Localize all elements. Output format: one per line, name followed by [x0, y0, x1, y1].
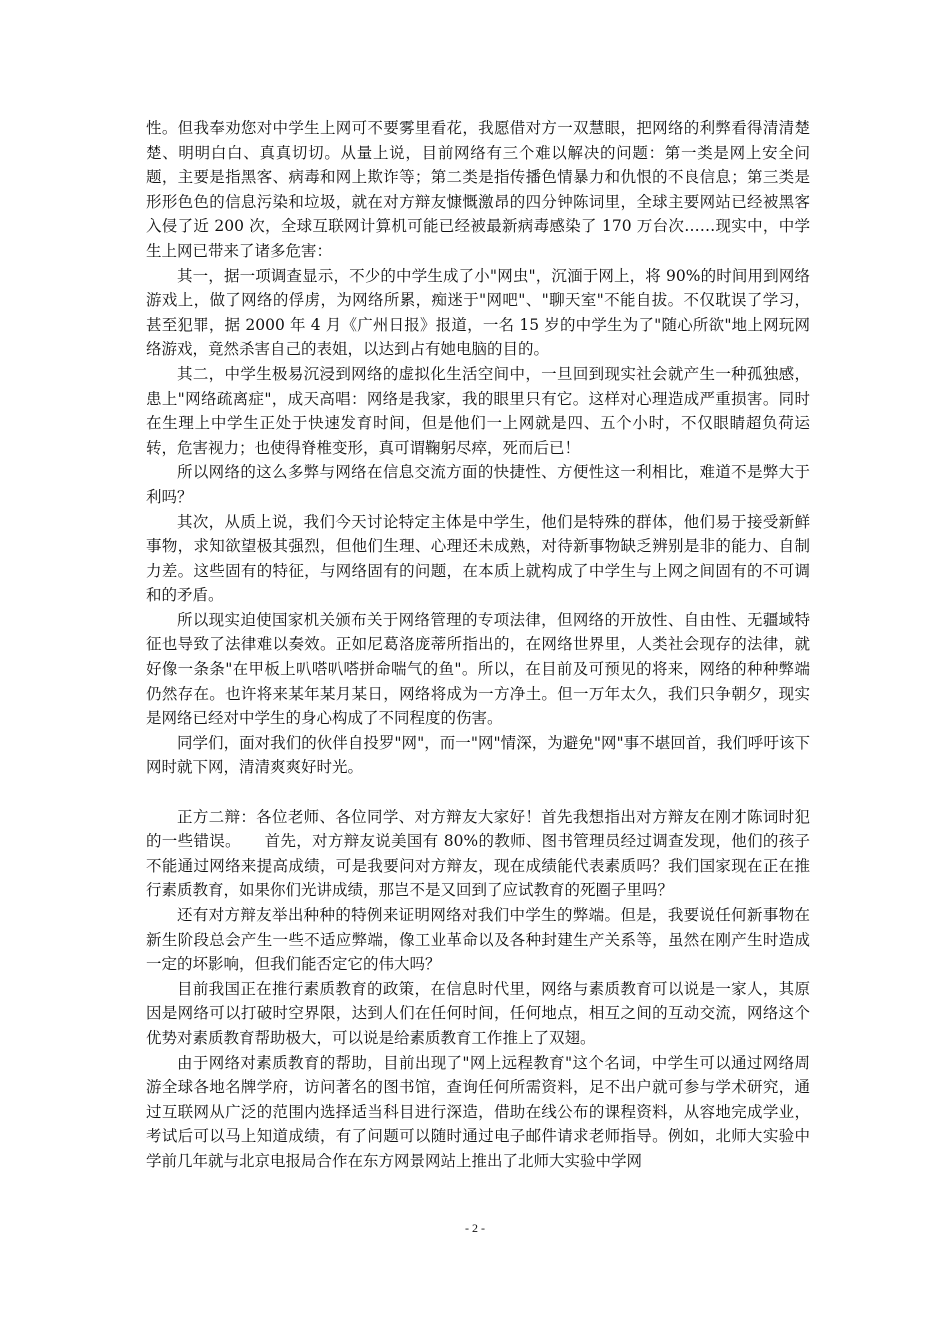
- body-text: [146, 116, 810, 1174]
- paragraph-second-debater: 正方二辩：各位老师、各位同学、对方辩友大家好！首先我想指出对方辩友在刚才陈词时犯的一些错误。 首先，对方辩友说美国有 80%的教师、图书管理员经过调查发现，他们的孩子不能通过网络来提高成绩，可是我要问对方辩友，现在成绩能代表素质吗？我们国家现在正在推行素质教育，如果你们光讲成绩，那岂不是又回到了应试教育的死圈子里吗？: [146, 807, 810, 900]
- page-number: - 2 -: [465, 1221, 485, 1235]
- paragraph-law: 所以现实迫使国家机关颁布关于网络管理的专项法律，但网络的开放性、自由性、无疆域特征也导致了法律难以奏效。正如尼葛洛庞蒂所指出的，在网络世界里，人类社会现存的法律，就好像一条条"在甲板上叭嗒叭嗒拼命喘气的鱼"。所以，在目前及可预见的将来，网络的种种弊端仍然存在。也许将来某年某月某日，网络将成为一方净土。但一万年太久，我们只争朝夕，现实是网络已经对中学生的身心构成了不同程度的伤害。: [146, 610, 810, 728]
- paragraph-quality-education: 目前我国正在推行素质教育的政策，在信息时代里，网络与素质教育可以说是一家人，其原因是网络可以打破时空界限，达到人们在任何时间，任何地点，相互之间的互动交流，网络这个优势对素质教育帮助极大，可以说是给素质教育工作推上了双翅。: [146, 979, 810, 1047]
- paragraph-appeal: 同学们，面对我们的伙伴自投罗"网"，而一"网"情深，为避免"网"事不堪回首，我们呼吁该下网时就下网，清清爽爽好时光。: [146, 733, 810, 777]
- paragraph-conclusion-quantity: 所以网络的这么多弊与网络在信息交流方面的快捷性、方便性这一利相比，难道不是弊大于利吗？: [146, 463, 810, 506]
- paragraph-new-things: 还有对方辩友举出种种的特例来证明网络对我们中学生的弊端。但是，我要说任何新事物在新生阶段总会产生一些不适应弊端，像工业革命以及各种封建生产关系等，虽然在刚产生时造成一定的坏影响，但我们能否定它的伟大吗？: [146, 906, 810, 974]
- paragraph-continued: 性。但我奉劝您对中学生上网可不要雾里看花，我愿借对方一双慧眼，把网络的利弊看得清清楚楚、明明白白、真真切切。从量上说，目前网络有三个难以解决的问题：第一类是网上安全问题，主要是指黑客、病毒和网上欺诈等；第二类是指传播色情暴力和仇恨的不良信息；第三类是形形色色的信息污染和垃圾，就在对方辩友慷慨激昂的四分钟陈词里，全球主要网站已经被黑客入侵了近 200 次，全球互联网计算机可能已经被最新病毒感染了 170 万台次……现实中，中学生上网已带来了诸多危害：: [146, 119, 810, 260]
- paragraph-remote-education: 由于网络对素质教育的帮助，目前出现了"网上远程教育"这个名词，中学生可以通过网络周游全球各地名牌学府，访问著名的图书馆，查询任何所需资料，足不出户就可参与学术研究，通过互联网从广泛的范围内选择适当科目进行深造，借助在线公布的课程资料，从容地完成学业，考试后可以马上知道成绩，有了问题可以随时通过电子邮件请求老师指导。例如，北师大实验中学前几年就与北京电报局合作在东方网景网站上推出了北师大实验中学网: [146, 1053, 810, 1170]
- section-gap: [146, 780, 810, 805]
- paragraph-point-one: 其一，据一项调查显示，不少的中学生成了小"网虫"，沉湎于网上，将 90%的时间用到网络游戏上，做了网络的俘虏，为网络所累，痴迷于"网吧"、"聊天室"不能自拔。不仅耽误了学习，甚至犯罪，据 2000 年 4 月《广州日报》报道，一名 15 岁的中学生为了"随心所欲"地上网玩网络游戏，竟然杀害自己的表姐，以达到占有她电脑的目的。: [146, 266, 810, 359]
- paragraph-point-two: 其二，中学生极易沉浸到网络的虚拟化生活空间中，一旦回到现实社会就产生一种孤独感，患上"网络疏离症"，成天高唱：网络是我家，我的眼里只有它。这样对心理造成严重损害。同时在生理上中学生正处于快速发育时间，但是他们一上网就是四、五个小时，不仅眼睛超负荷运转，危害视力；也使得脊椎变形，真可谓鞠躬尽瘁，死而后已！: [146, 364, 810, 457]
- paragraph-quality: 其次，从质上说，我们今天讨论特定主体是中学生，他们是特殊的群体，他们易于接受新鲜事物，求知欲望极其强烈，但他们生理、心理还未成熟，对待新事物缺乏辨别是非的能力、自制力差。这些固有的特征，与网络固有的问题，在本质上就构成了中学生与上网之间固有的不可调和的矛盾。: [146, 512, 810, 605]
